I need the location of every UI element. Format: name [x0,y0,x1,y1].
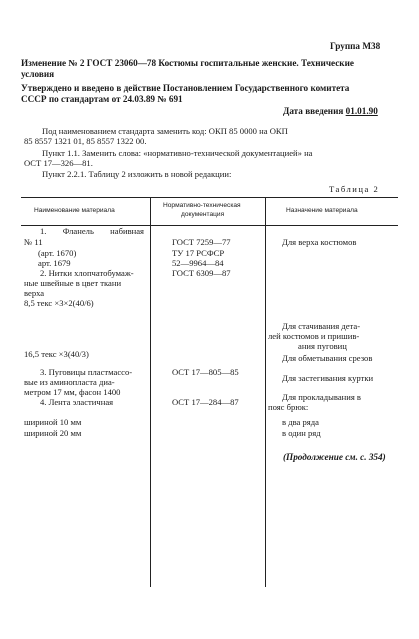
purpose-cell: Для обметывания срезов [282,353,373,363]
purpose-cell: лей костюмов и пришив- [268,331,360,341]
purpose-cell: Для прокладывания в [282,392,361,402]
material-cell: (арт. 1670) [38,248,77,258]
continuation-note: (Продолжение см. с. 354) [283,452,386,462]
change-title: Изменение № 2 ГОСТ 23060—78 Костюмы госпитальные женские. Технические [21,58,354,68]
normative-doc-cell: ОСТ 17—284—87 [172,397,239,407]
purpose-cell: Для верха костюмов [282,237,357,247]
normative-doc-cell: ТУ 17 РСФСР [172,248,225,258]
purpose-cell: Для застегивания куртки [282,373,374,383]
paragraph-3: Пункт 2.2.1. Таблицу 2 изложить в новой редакции: [42,169,232,179]
paragraph-1: Под наименованием стандарта заменить код: ОКП 85 0000 на ОКП [42,126,288,136]
material-cell: № 11 [24,237,43,247]
header-normative-docs-cont: документация [181,211,225,218]
normative-doc-cell: ГОСТ 6309—87 [172,268,231,278]
effective-date-line [283,106,378,116]
material-cell: 8,5 текс ×3×2(40/6) [24,298,94,308]
material-cell: 4. Лента эластичная [40,397,114,407]
material-cell: 3. Пуговицы пластмассо- [40,367,133,377]
table-caption: Таблица 2 [329,184,380,194]
normative-doc-cell: ОСТ 17—805—85 [172,367,239,377]
normative-doc-cell: ГОСТ 7259—77 [172,237,231,247]
approval-text-cont: СССР по стандартам от 24.03.89 № 691 [21,94,183,104]
paragraph-2-cont: ОСТ 17—326—81. [24,158,93,168]
material-cell: вые из аминопласта диа- [24,377,115,387]
material-cell: верха [24,288,45,298]
purpose-cell: ания пуговиц [298,341,347,351]
material-cell: 1. Фланель набивная [40,226,144,236]
header-material-purpose: Назначение материала [286,207,358,214]
material-cell: шириной 10 мм [24,417,82,427]
approval-text: Утверждено и введено в действие Постановлением Государственного комитета [21,83,350,93]
group-code: Группа М38 [330,41,381,51]
material-cell: 2. Нитки хлопчатобумаж- [40,268,134,278]
purpose-cell: в один ряд [282,428,321,438]
header-material-name: Наименование материала [34,207,115,214]
normative-doc-cell: 52—9964—84 [172,258,224,268]
paragraph-1-cont: 85 8557 1321 01, 85 8557 1322 00. [24,136,147,146]
change-title-cont: условия [21,69,55,79]
header-normative-docs: Нормативно-техническая [163,202,241,209]
effective-date-value: 01.01.90 [345,106,378,116]
material-cell: ные швейные в цвет ткани [24,278,122,288]
purpose-cell: пояс брюк: [268,402,309,412]
material-cell: арт. 1679 [38,258,71,268]
paragraph-2: Пункт 1.1. Заменить слова: «нормативно-технической документацией» на [42,148,313,158]
purpose-cell: в два ряда [282,417,319,427]
material-cell: метром 17 мм, фасон 1400 [24,387,121,397]
material-cell: шириной 20 мм [24,428,82,438]
effective-date-label: Дата введения [283,106,344,116]
material-cell: 16,5 текс ×3(40/3) [24,349,89,359]
purpose-cell: Для стачивания дета- [282,321,361,331]
